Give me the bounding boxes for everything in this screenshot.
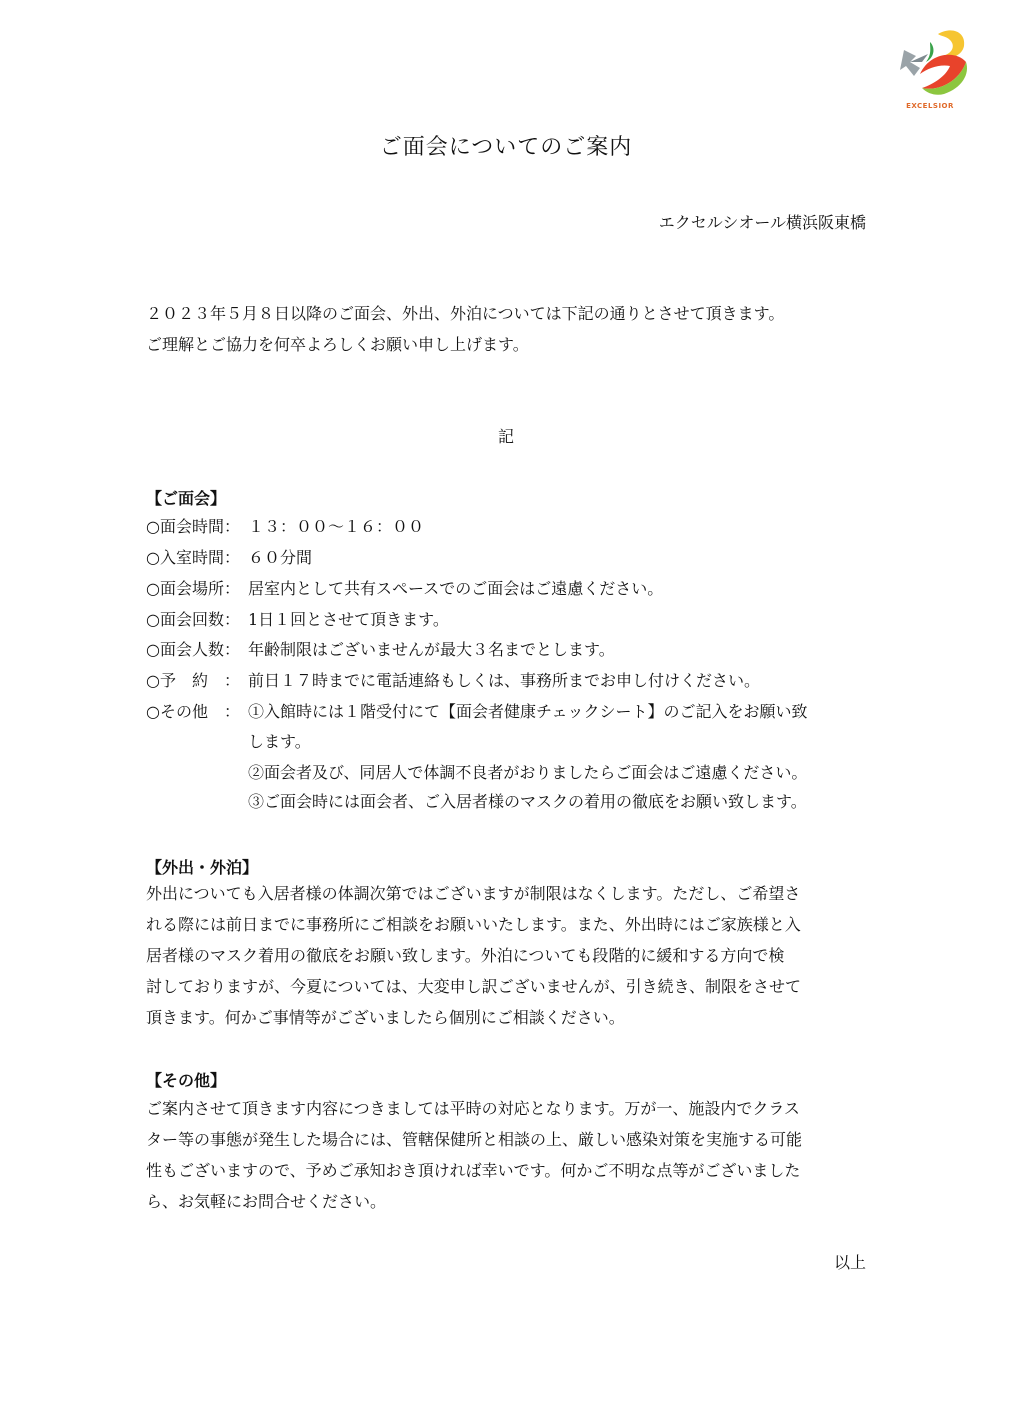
paragraph-line: 外出についても入居者様の体調次第ではございますが制限はなくします。ただし、ご希望さ: [146, 884, 801, 903]
closing-ijou: 以上: [833, 1253, 866, 1272]
item-label: ○面会場所：: [146, 579, 240, 598]
visit-item-others: [146, 700, 808, 724]
intro-paragraph: [146, 298, 876, 360]
paragraph-line: れる際には前日までに事務所にご相談をお願いいたします。また、外出時にはご家族様と入: [146, 915, 801, 934]
item-label: ○予 約 ：: [146, 671, 240, 690]
visit-item-people: [146, 638, 615, 662]
item-value: ６０分間: [248, 548, 313, 567]
excelsior-logo-mark-icon: [880, 22, 980, 102]
visit-item-reservation: [146, 669, 760, 693]
visit-others-item-2: ②面会者及び、同居人で体調不良者がおりましたらご面会はご遠慮ください。: [248, 763, 808, 782]
outing-paragraph: [146, 878, 868, 1033]
intro-line: ２０２３年５月８日以降のご面会、外出、外泊については下記の通りとさせて頂きます。: [146, 304, 785, 323]
visit-others-item-3: ③ご面会時には面会者、ご入居者様のマスクの着用の徹底をお願い致します。: [248, 792, 807, 811]
paragraph-line: ご案内させて頂きます内容につきましては平時の対応となります。万が一、施設内でクラス: [146, 1099, 800, 1118]
item-value: 年齢制限はございませんが最大３名までとします。: [248, 640, 615, 659]
visit-item-time: [146, 515, 424, 539]
item-value: ①入館時には１階受付にて【面会者健康チェックシート】のご記入をお願い致: [248, 702, 808, 721]
visit-heading: 【ご面会】: [146, 489, 227, 508]
paragraph-line: 居者様のマスク着用の徹底をお願い致します。外泊についても段階的に緩和する方向で検: [146, 946, 785, 965]
paragraph-line: ター等の事態が発生した場合には、管轄保健所と相談の上、厳しい感染対策を実施する可能: [146, 1130, 803, 1149]
page-title: ご面会についてのご案内: [379, 135, 633, 160]
outing-heading: 【外出・外泊】: [146, 858, 259, 877]
item-label: ○その他 ：: [146, 702, 240, 721]
visit-item-duration: [146, 546, 312, 570]
excelsior-logo: [880, 22, 980, 122]
other-paragraph: [146, 1093, 868, 1217]
item-label: ○入室時間：: [146, 548, 240, 567]
logo-text: EXCELSIOR: [906, 102, 954, 110]
organization-name: エクセルシオール横浜阪東橋: [658, 213, 866, 232]
intro-line: ご理解とご協力を何卒よろしくお願い申し上げます。: [146, 335, 529, 354]
item-value: １３：００～１６：００: [248, 517, 425, 536]
paragraph-line: 討しておりますが、今夏については、大変申し訳ございませんが、引き続き、制限をさせて: [146, 977, 802, 996]
paragraph-line: 頂きます。何かご事情等がございましたら個別にご相談ください。: [146, 1008, 625, 1027]
item-value: 前日１７時までに電話連絡もしくは、事務所までお申し付けください。: [248, 671, 761, 690]
item-label: ○面会人数：: [146, 640, 240, 659]
item-label: ○面会時間：: [146, 517, 240, 536]
other-heading: 【その他】: [146, 1071, 227, 1090]
visit-item-place: [146, 577, 663, 601]
item-value: 1日１回とさせて頂きます。: [248, 610, 449, 629]
visit-item-frequency: [146, 608, 449, 632]
item-label: ○面会回数：: [146, 610, 240, 629]
paragraph-line: ら、お気軽にお問合せください。: [146, 1192, 387, 1211]
ki-marker: 記: [497, 427, 514, 446]
item-value: 居室内として共有スペースでのご面会はご遠慮ください。: [248, 579, 664, 598]
paragraph-line: 性もございますので、予めご承知おき頂ければ幸いです。何かご不明な点等がございました: [146, 1161, 801, 1180]
visit-others-continued: します。: [248, 732, 311, 751]
